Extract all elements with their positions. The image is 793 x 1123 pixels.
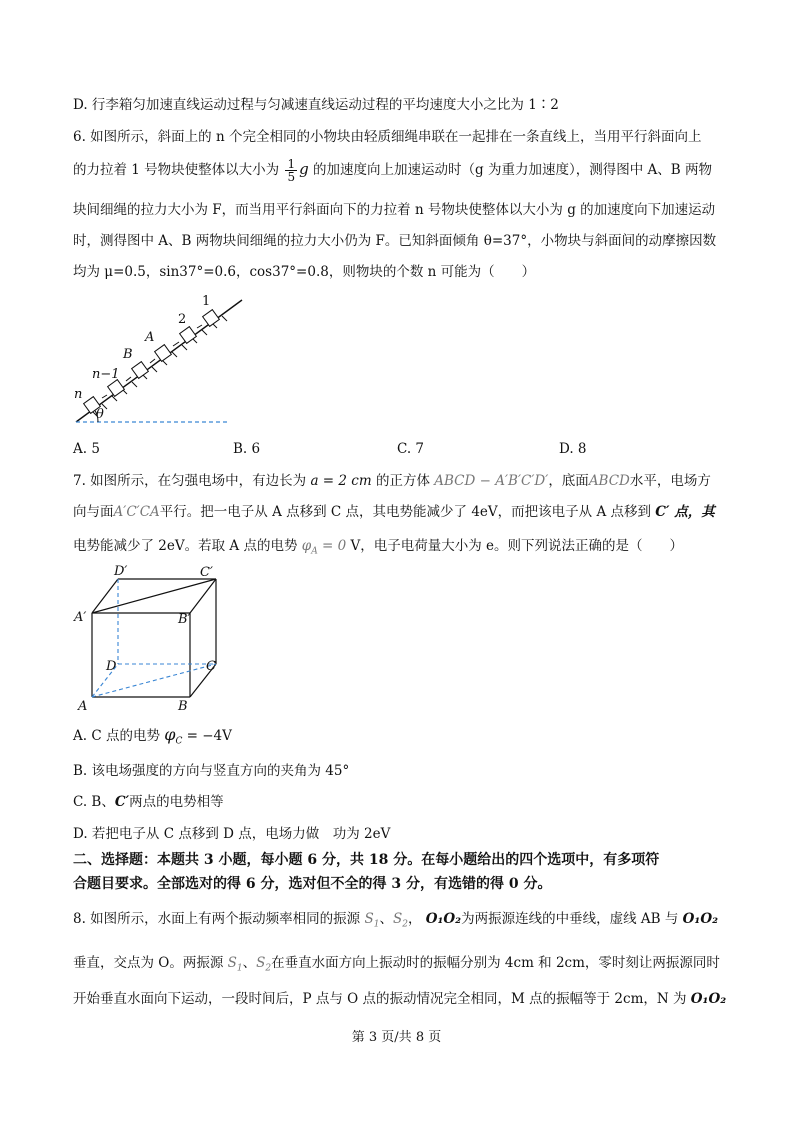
q8-line-3-pre: 开始垂直水面向下运动，一段时间后，P 点与 O 点的振动情况完全相同，M 点的振幅等于 2cm，N 为 bbox=[73, 991, 687, 1007]
s1-symbol-2: S bbox=[227, 955, 237, 971]
incline-hatch bbox=[92, 316, 227, 416]
cube-figure bbox=[72, 565, 232, 715]
q7-line-2 bbox=[73, 503, 733, 521]
block-1 bbox=[203, 310, 220, 327]
q7-line-3-pre: 电势能减少了 2eV。若取 A 点的电势 bbox=[73, 538, 298, 554]
label-2: 2 bbox=[178, 312, 187, 327]
cube-name: ABCD − A′B′C′D′ bbox=[434, 473, 549, 489]
q7-line-1 bbox=[73, 472, 733, 490]
vertex-a: A bbox=[78, 699, 88, 714]
fraction-denominator: 5 bbox=[287, 170, 296, 184]
s1-subscript-2: 1 bbox=[236, 963, 243, 974]
q8-line-2-pre: 垂直，交点为 O。两振源 bbox=[73, 955, 224, 971]
source-separator: 、 bbox=[379, 911, 393, 927]
base-name: ABCD bbox=[588, 473, 630, 489]
q6-line-2-post: 的加速度向上加速运动时（g 为重力加速度），测得图中 A、B 两物 bbox=[313, 162, 712, 178]
vertex-a-prime: A′ bbox=[74, 610, 87, 625]
q6-line-1: 6. 如图所示，斜面上的 n 个完全相同的小物块由轻质细绳串联在一起排在一条直线上，当用平行斜面向上 bbox=[73, 129, 702, 145]
cube-hidden-edges bbox=[92, 579, 216, 697]
o1o2-symbol-line3: O₁O₂ bbox=[690, 991, 727, 1007]
q6-line-5: 均为 μ=0.5，sin37°=0.6，cos37°=0.8，则物块的个数 n 可能为（ ） bbox=[73, 264, 536, 280]
label-n: n bbox=[74, 387, 83, 402]
block-a bbox=[155, 345, 172, 362]
q6-option-c: C. 7 bbox=[397, 441, 425, 457]
q6-line-2-pre: 的力拉着 1 号物块使整体以大小为 bbox=[73, 162, 280, 178]
phi-a-value: = 0 bbox=[322, 538, 347, 554]
q7-option-c bbox=[73, 793, 733, 811]
vertex-c: C bbox=[206, 659, 216, 674]
fraction-g: g bbox=[299, 160, 309, 178]
q6-option-a: A. 5 bbox=[73, 441, 100, 457]
phi-c-value: = −4V bbox=[186, 728, 232, 744]
q7-option-b: B. 该电场强度的方向与竖直方向的夹角为 45° bbox=[73, 763, 350, 779]
label-1: 1 bbox=[202, 294, 211, 309]
s2-subscript-2: 2 bbox=[265, 963, 272, 974]
q7-option-a-pre: A. C 点的电势 bbox=[73, 728, 160, 744]
q7-option-c-post: 两点的电势相等 bbox=[129, 794, 224, 810]
point-c-prime: C′ 点，其 bbox=[655, 504, 715, 520]
phi-c-subscript: C bbox=[175, 736, 183, 747]
q6-option-d: D. 8 bbox=[559, 441, 587, 457]
vertex-b: B bbox=[178, 699, 188, 714]
o1o2-symbol-end: O₁O₂ bbox=[682, 911, 719, 927]
q6-line-2 bbox=[73, 158, 733, 183]
vertex-b-prime: B′ bbox=[178, 612, 191, 627]
phi-c-symbol: φ bbox=[164, 725, 176, 744]
source-separator-2: 、 bbox=[242, 955, 257, 971]
q8-line-2-post: 在垂直水面方向上振动时的振幅分别为 4cm 和 2cm，零时刻让两振源同时 bbox=[271, 955, 720, 971]
s2-symbol: S bbox=[392, 911, 403, 927]
s1-symbol: S bbox=[364, 911, 374, 927]
q7-line-3 bbox=[73, 537, 733, 561]
q7-line-2-post: 平行。把一电子从 A 点移到 C 点，其电势能减少了 4eV，而把该电子从 A 点移到 bbox=[159, 504, 651, 520]
block-n-minus-1 bbox=[108, 380, 125, 397]
block-2 bbox=[180, 327, 197, 344]
label-b: B bbox=[123, 347, 133, 362]
phi-a-subscript: A bbox=[311, 546, 318, 557]
face-name: A′C′CA bbox=[113, 504, 160, 520]
o1o2-symbol: O₁O₂ bbox=[425, 911, 462, 927]
vertex-d: D bbox=[106, 659, 117, 674]
label-theta: θ bbox=[96, 407, 104, 422]
section-2-line-2: 合题目要求。全部选对的得 6 分，选对但不全的得 3 分，有选错的得 0 分。 bbox=[73, 876, 552, 892]
fraction bbox=[285, 158, 297, 183]
cube-solid-edges bbox=[92, 579, 216, 697]
q8-line-3 bbox=[73, 990, 733, 1008]
page-footer: 第 3 页/共 8 页 bbox=[351, 1030, 442, 1045]
q7-line-2-pre: 向与面 bbox=[73, 504, 114, 520]
vertex-c-prime: C′ bbox=[200, 565, 213, 580]
incline-figure bbox=[72, 292, 252, 428]
q7-option-c-pre: C. B、 bbox=[73, 794, 115, 810]
s2-symbol-2: S bbox=[256, 955, 266, 971]
label-a: A bbox=[145, 330, 155, 345]
q7-line-1-post: ，底面 bbox=[548, 473, 589, 489]
q6-option-b: B. 6 bbox=[233, 441, 261, 457]
q7-line-1-end: 水平，电场方 bbox=[629, 473, 711, 489]
label-n-minus-1: n−1 bbox=[92, 367, 120, 382]
section-2-line-1: 二、选择题：本题共 3 小题，每小题 6 分，共 18 分。在每小题给出的四个选项中，有多项符 bbox=[73, 852, 660, 868]
q8-line-2 bbox=[73, 954, 733, 978]
vertex-d-prime: D′ bbox=[114, 565, 128, 579]
s2-subscript: 2 bbox=[402, 919, 408, 930]
q8-line-1-pre: 8. 如图所示，水面上有两个振动频率相同的振源 bbox=[73, 911, 361, 927]
edge-length: a = 2 cm bbox=[310, 473, 372, 489]
q7-option-d: D. 若把电子从 C 点移到 D 点，电场力做 功为 2eV bbox=[73, 826, 391, 842]
q7-line-1-pre: 7. 如图所示，在匀强电场中，有边长为 bbox=[73, 473, 307, 489]
fraction-numerator: 1 bbox=[287, 157, 296, 171]
block-b bbox=[132, 362, 149, 379]
q5-option-d: D. 行李箱匀加速直线运动过程与匀减速直线运动过程的平均速度大小之比为 1∶2 bbox=[73, 97, 559, 113]
q7-line-3-post: V，电子电荷量大小为 e。则下列说法正确的是（ ） bbox=[350, 538, 684, 554]
q8-line-1-post: 为两振源连线的中垂线，虚线 AB 与 bbox=[461, 911, 679, 927]
q6-line-4: 时，测得图中 A、B 两物块间细绳的拉力大小仍为 F。已知斜面倾角 θ=37°，小物块与斜面间的动摩擦因数 bbox=[73, 233, 717, 249]
s1-subscript: 1 bbox=[373, 919, 380, 930]
q8-line-1: 8. 如图所示，水面上有两个振动频率相同的振源 $S_1$、$S_2$， O₁O₂为两振源连线的中垂线，虚线 AB 与 O₁O₂ bbox=[73, 911, 719, 930]
phi-a-symbol: φ bbox=[301, 538, 312, 554]
q7-option-a bbox=[73, 726, 733, 751]
q6-line-3: 块间细绳的拉力大小为 F，而当用平行斜面向下的力拉着 n 号物块使整体以大小为 g 的加速度向下加速运动 bbox=[73, 202, 716, 218]
q7-line-1-mid2: 的正方体 bbox=[375, 473, 430, 489]
point-c-prime-option: C′ bbox=[114, 794, 130, 810]
